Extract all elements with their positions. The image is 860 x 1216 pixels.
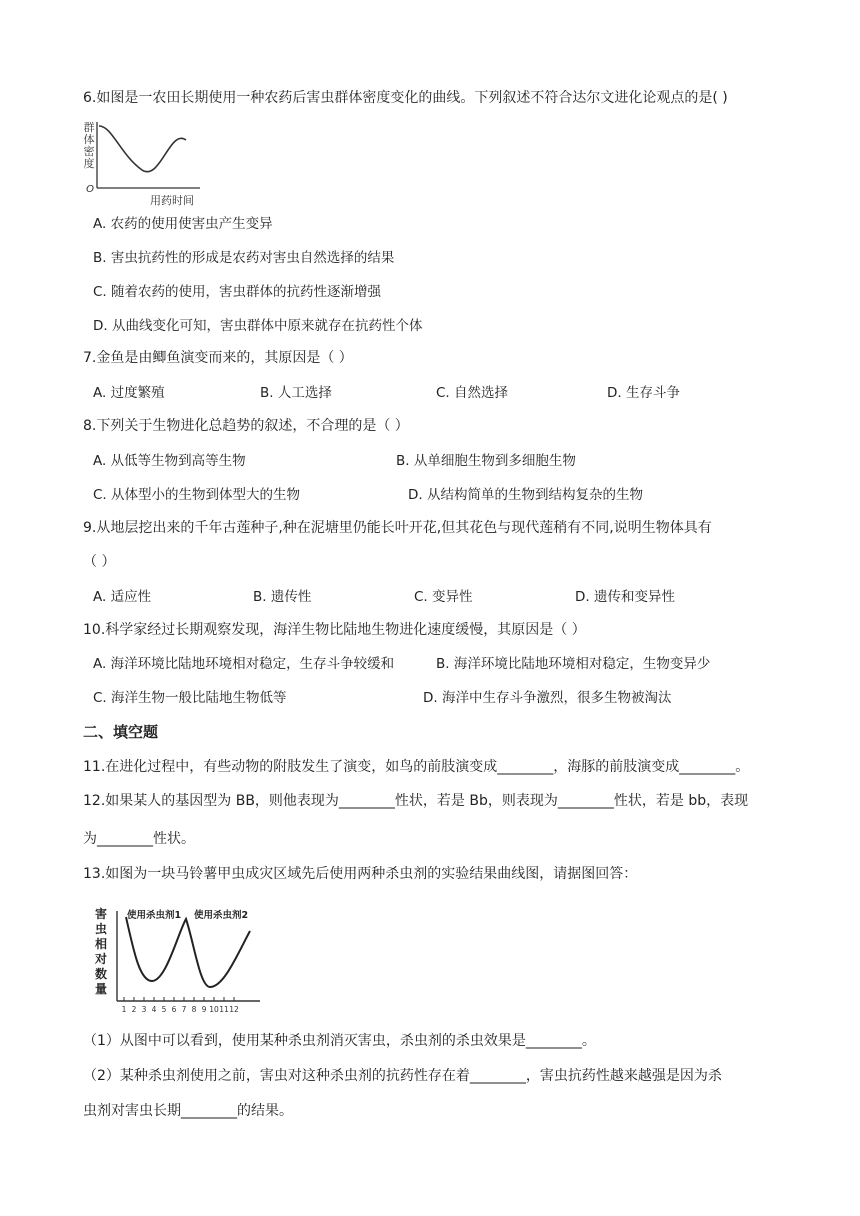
q13-label-insecticide-1: 使用杀虫剂1 bbox=[127, 910, 182, 921]
q13-ylabel-4: 对 bbox=[94, 952, 108, 966]
q13-xtick-8: 8 bbox=[191, 1005, 197, 1014]
q13-sub2-line2: 虫剂对害虫长期________的结果。 bbox=[83, 1103, 293, 1119]
q6-stem: 6.如图是一农田长期使用一种农药后害虫群体密度变化的曲线。下列叙述不符合达尔文进化论观点的是( ) bbox=[83, 90, 728, 106]
q13-ylabel-6: 量 bbox=[94, 982, 108, 996]
q13-ylabel-5: 数 bbox=[94, 967, 108, 981]
q6-option-c: C. 随着农药的使用，害虫群体的抗药性逐渐增强 bbox=[93, 284, 382, 300]
q13-pest-curve bbox=[126, 917, 250, 987]
q13-xtick-10: 10 bbox=[209, 1005, 219, 1014]
q8-option-d: D. 从结构简单的生物到结构复杂的生物 bbox=[408, 487, 643, 503]
q13-xtick-1: 1 bbox=[121, 1005, 127, 1014]
q6-origin: O bbox=[86, 184, 94, 195]
q13-sub1: （1）从图中可以看到，使用某种杀虫剂消灭害虫，杀虫剂的杀虫效果是________。 bbox=[83, 1033, 596, 1049]
q6-ylabel-3: 密 bbox=[83, 145, 95, 158]
q7-option-c: C. 自然选择 bbox=[436, 385, 509, 401]
q12-line2: 为________性状。 bbox=[83, 831, 195, 847]
q8-option-a: A. 从低等生物到高等生物 bbox=[93, 453, 246, 469]
q6-figure bbox=[80, 118, 210, 208]
q13-xtick-12: 12 bbox=[229, 1005, 239, 1014]
q6-xlabel: 用药时间 bbox=[150, 194, 194, 207]
q13-xtick-6: 6 bbox=[171, 1005, 177, 1014]
q8-option-c: C. 从体型小的生物到体型大的生物 bbox=[93, 487, 301, 503]
q9-stem-line2: （ ） bbox=[83, 554, 116, 570]
q10-option-d: D. 海洋中生存斗争激烈，很多生物被淘汰 bbox=[423, 690, 672, 706]
q13-sub2-line1: （2）某种杀虫剂使用之前，害虫对这种杀虫剂的抗药性存在着________，害虫抗药性越来越强是因为杀 bbox=[83, 1068, 722, 1084]
q9-option-c: C. 变异性 bbox=[414, 589, 473, 605]
q9-option-b: B. 遗传性 bbox=[253, 589, 312, 605]
q13-ylabel-3: 相 bbox=[94, 937, 108, 951]
q7-option-d: D. 生存斗争 bbox=[607, 385, 680, 401]
q9-stem-line1: 9.从地层挖出来的千年古莲种子,种在泥塘里仍能长叶开花,但其花色与现代莲稍有不同,说明生物体具有 bbox=[83, 520, 712, 536]
q9-option-a: A. 适应性 bbox=[93, 589, 152, 605]
q7-option-a: A. 过度繁殖 bbox=[93, 385, 165, 401]
q8-option-b: B. 从单细胞生物到多细胞生物 bbox=[396, 453, 576, 469]
q13-figure bbox=[90, 903, 270, 1018]
q6-ylabel-1: 群 bbox=[83, 121, 95, 134]
q6-option-b: B. 害虫抗药性的形成是农药对害虫自然选择的结果 bbox=[93, 250, 395, 266]
q6-option-d: D. 从曲线变化可知，害虫群体中原来就存在抗药性个体 bbox=[93, 318, 423, 334]
q13-xtick-4: 4 bbox=[151, 1005, 157, 1014]
q6-ylabel-2: 体 bbox=[83, 133, 95, 146]
q10-option-c: C. 海洋生物一般比陆地生物低等 bbox=[93, 690, 287, 706]
q13-label-insecticide-2: 使用杀虫剂2 bbox=[194, 910, 249, 921]
q13-ylabel-1: 害 bbox=[94, 907, 108, 921]
q12-line1: 12.如果某人的基因型为 BB，则他表现为________性状，若是 Bb，则表现为________性状，若是 bb，表现 bbox=[83, 793, 749, 809]
q6-density-curve bbox=[99, 126, 186, 172]
q13-xtick-2: 2 bbox=[131, 1005, 137, 1014]
q13-xtick-3: 3 bbox=[141, 1005, 147, 1014]
q7-option-b: B. 人工选择 bbox=[260, 385, 332, 401]
q6-ylabel-4: 度 bbox=[83, 157, 95, 170]
q13-xtick-9: 9 bbox=[201, 1005, 207, 1014]
q11-stem: 11.在进化过程中，有些动物的附肢发生了演变，如鸟的前肢演变成________，海豚的前肢演变成________。 bbox=[83, 759, 750, 775]
q9-option-d: D. 遗传和变异性 bbox=[575, 589, 675, 605]
section-title-fill-in: 二、填空题 bbox=[83, 723, 159, 741]
q8-stem: 8.下列关于生物进化总趋势的叙述，不合理的是（ ） bbox=[83, 418, 409, 434]
q13-stem: 13.如图为一块马铃薯甲虫成灾区域先后使用两种杀虫剂的实验结果曲线图，请据图回答： bbox=[83, 866, 638, 882]
q10-option-a: A. 海洋环境比陆地环境相对稳定，生存斗争较缓和 bbox=[93, 656, 395, 672]
q10-stem: 10.科学家经过长期观察发现，海洋生物比陆地生物进化速度缓慢，其原因是（ ） bbox=[83, 622, 586, 638]
q13-xtick-11: 11 bbox=[219, 1005, 229, 1014]
q6-option-a: A. 农药的使用使害虫产生变异 bbox=[93, 216, 273, 232]
q13-xtick-7: 7 bbox=[181, 1005, 187, 1014]
q10-option-b: B. 海洋环境比陆地环境相对稳定，生物变异少 bbox=[436, 656, 711, 672]
q7-stem: 7.金鱼是由鲫鱼演变而来的，其原因是（ ） bbox=[83, 350, 353, 366]
q13-xtick-5: 5 bbox=[161, 1005, 167, 1014]
q13-ylabel-2: 虫 bbox=[94, 922, 108, 936]
